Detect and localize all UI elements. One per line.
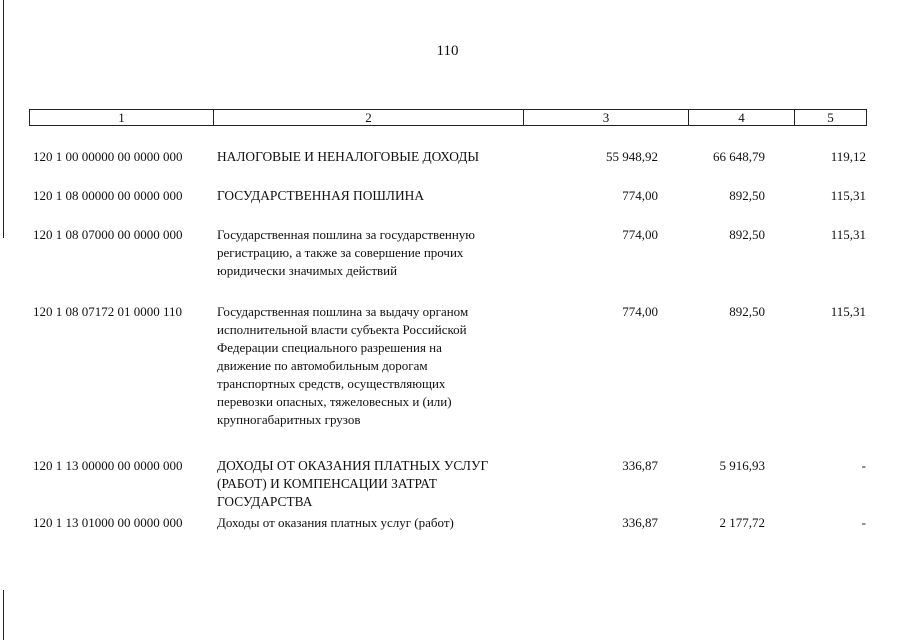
revenue-name [217, 303, 532, 429]
value-col-5: 115,31 [830, 304, 866, 319]
budget-code: 120 1 13 01000 00 0000 000 [33, 515, 183, 530]
budget-code: 120 1 13 00000 00 0000 000 [33, 458, 183, 473]
column-header-1: 1 [30, 110, 214, 125]
column-header-4: 4 [689, 110, 795, 125]
revenue-name-line: ГОСУДАРСТВА [217, 494, 313, 509]
revenue-name-line: крупногабаритных грузов [217, 412, 361, 427]
revenue-name-line: Федерации специального разрешения на [217, 340, 442, 355]
page-number: 110 [436, 43, 459, 59]
budget-code: 120 1 08 00000 00 0000 000 [33, 188, 183, 203]
value-col-5: 115,31 [830, 188, 866, 203]
left-margin-rule-lower [3, 590, 4, 640]
budget-code: 120 1 00 00000 00 0000 000 [33, 149, 183, 164]
value-col-5: - [861, 515, 866, 530]
revenue-name-line: исполнительной власти субъекта Российской [217, 322, 467, 337]
value-col-3: 336,87 [622, 515, 658, 530]
value-col-4: 2 177,72 [719, 515, 765, 530]
column-header-3: 3 [524, 110, 689, 125]
revenue-name [217, 457, 532, 511]
value-col-4: 66 648,79 [713, 149, 765, 164]
revenue-name-line: юридически значимых действий [217, 263, 398, 278]
revenue-name-line: Государственная пошлина за государственную [217, 227, 476, 242]
revenue-name: Доходы от оказания платных услуг (работ) [217, 515, 454, 530]
value-col-3: 336,87 [622, 458, 658, 473]
value-col-3: 774,00 [622, 227, 658, 242]
revenue-name: ГОСУДАРСТВЕННАЯ ПОШЛИНА [217, 188, 424, 203]
revenue-name-line: регистрацию, а также за совершение прочих [217, 245, 464, 260]
value-col-3: 774,00 [622, 304, 658, 319]
budget-code: 120 1 08 07172 01 0000 110 [33, 304, 183, 319]
table-header [29, 109, 867, 126]
value-col-4: 5 916,93 [719, 458, 765, 473]
value-col-3: 55 948,92 [606, 149, 658, 164]
value-col-5: 119,12 [830, 149, 866, 164]
column-header-5: 5 [827, 110, 834, 125]
value-col-4: 892,50 [729, 304, 765, 319]
column-header-2: 2 [214, 110, 524, 125]
value-col-4: 892,50 [729, 188, 765, 203]
value-col-5: - [861, 458, 866, 473]
value-col-3: 774,00 [622, 188, 658, 203]
value-col-5: 115,31 [830, 227, 866, 242]
revenue-name-line: Государственная пошлина за выдачу органом [217, 304, 469, 319]
revenue-name-line: ДОХОДЫ ОТ ОКАЗАНИЯ ПЛАТНЫХ УСЛУГ [217, 458, 489, 473]
revenue-name-line: (РАБОТ) И КОМПЕНСАЦИИ ЗАТРАТ [217, 476, 437, 491]
revenue-name [217, 226, 532, 280]
left-margin-rule [3, 0, 4, 238]
budget-code: 120 1 08 07000 00 0000 000 [33, 227, 183, 242]
revenue-name-line: транспортных средств, осуществляющих [217, 376, 446, 391]
revenue-name: НАЛОГОВЫЕ И НЕНАЛОГОВЫЕ ДОХОДЫ [217, 149, 480, 164]
value-col-4: 892,50 [729, 227, 765, 242]
revenue-name-line: движение по автомобильным дорогам [217, 358, 428, 373]
revenue-name-line: перевозки опасных, тяжеловесных и (или) [217, 394, 452, 409]
